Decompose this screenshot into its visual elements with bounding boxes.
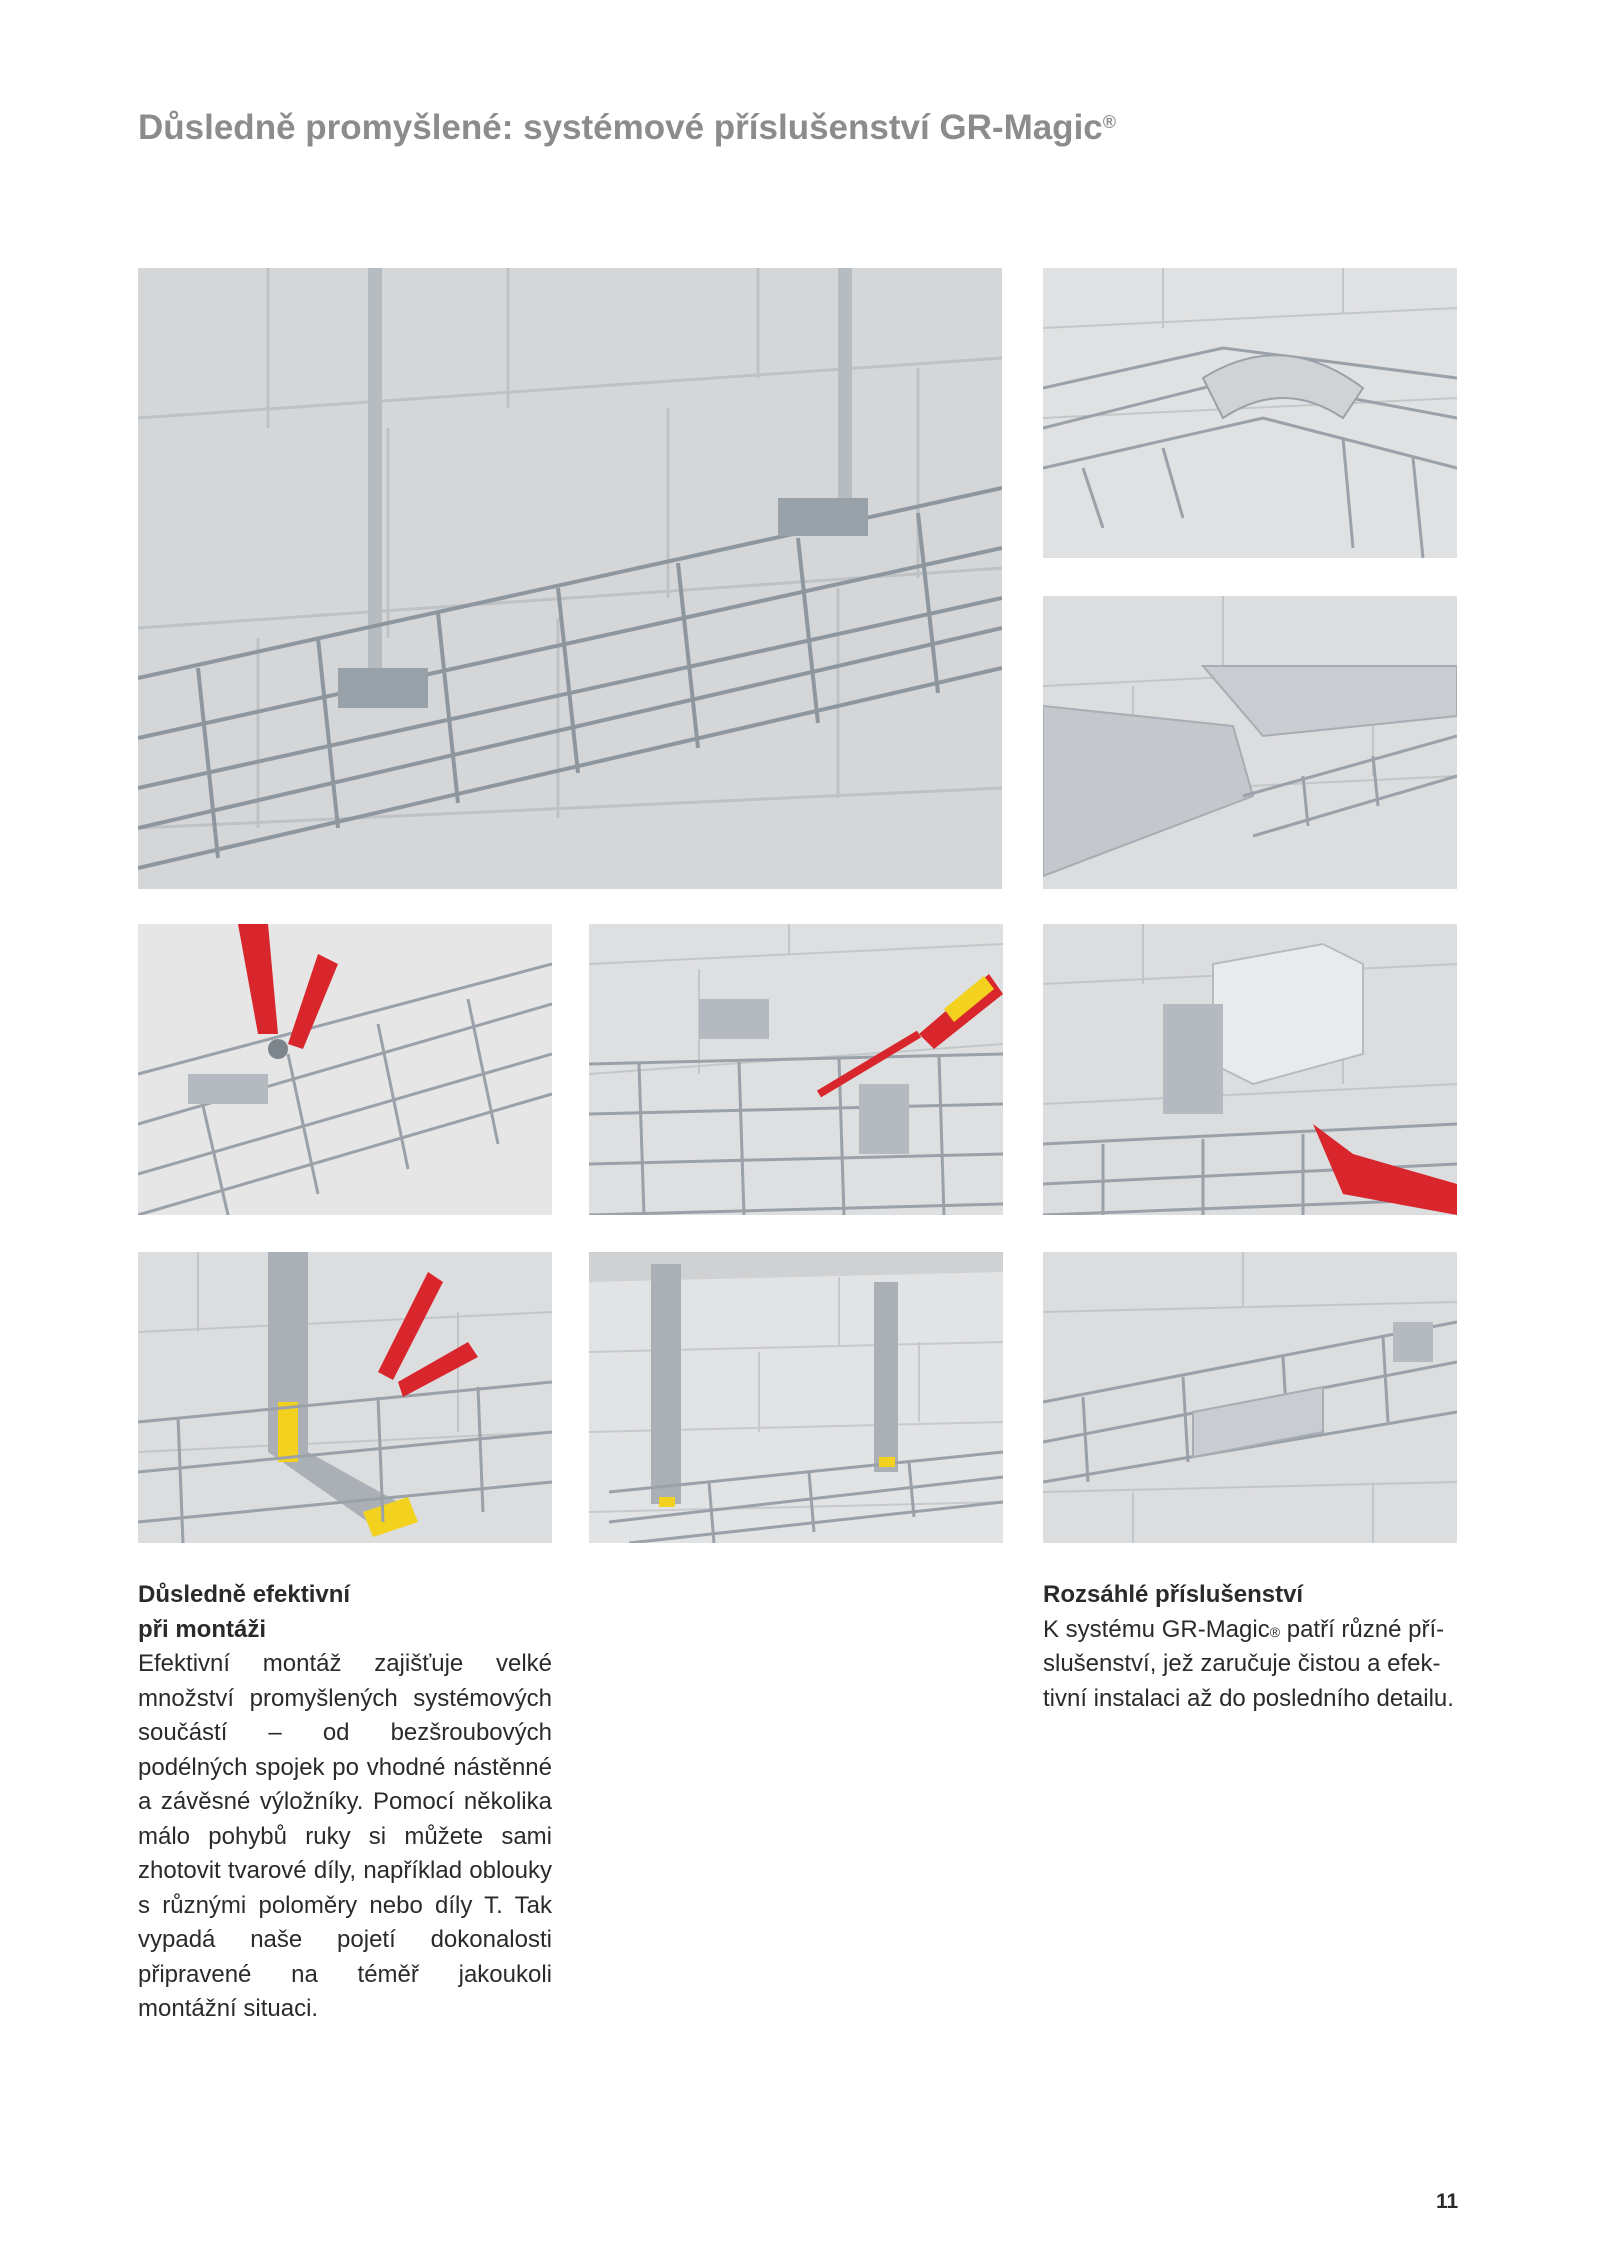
right-column <box>1043 1578 1457 1716</box>
left-column <box>138 1578 552 2027</box>
page-number: 11 <box>1436 2190 1459 2213</box>
junction-box-mount-photo <box>1043 924 1457 1215</box>
wall-bracket-with-pliers-photo <box>138 1252 552 1543</box>
tray-screwdriver-connector-photo <box>589 924 1003 1215</box>
tray-cover-plate-photo <box>1043 596 1457 889</box>
right-heading: Rozsáhlé příslušenství <box>1043 1581 1304 1608</box>
left-heading-line2: při montáži <box>138 1615 267 1643</box>
tray-cutting-with-pliers-photo <box>138 924 552 1215</box>
tray-corner-junction-photo <box>1043 268 1457 558</box>
right-body-text: K systému GR-Magic® patří různé příslušenství, jež zaručuje čistou a efektivní instalaci až do posledního detailu. <box>1043 1615 1454 1712</box>
page-title: Důsledně promyšlené: systémové příslušenství GR-Magic® <box>138 108 1117 147</box>
left-heading-line1: Důsledně efektivní <box>138 1581 351 1608</box>
wire-cable-tray-suspended-photo <box>138 268 1002 889</box>
ceiling-hanger-profiles-photo <box>589 1252 1003 1543</box>
tray-divider-plate-photo <box>1043 1252 1457 1543</box>
left-body-text: Efektivní montáž zajišťuje velké množství promyšlených systémových součástí – od bezšroubových podélných spojek po vhodné nástěnné a závěsné výložníky. Pomocí několika málo pohybů ruky si můžete sami zhotovit tvarové díly, například oblouky s různými poloměry nebo díly T. Tak vypadá naše pojetí dokonalosti připravené na téměř jakoukoli montážní situaci. <box>138 1650 552 2022</box>
